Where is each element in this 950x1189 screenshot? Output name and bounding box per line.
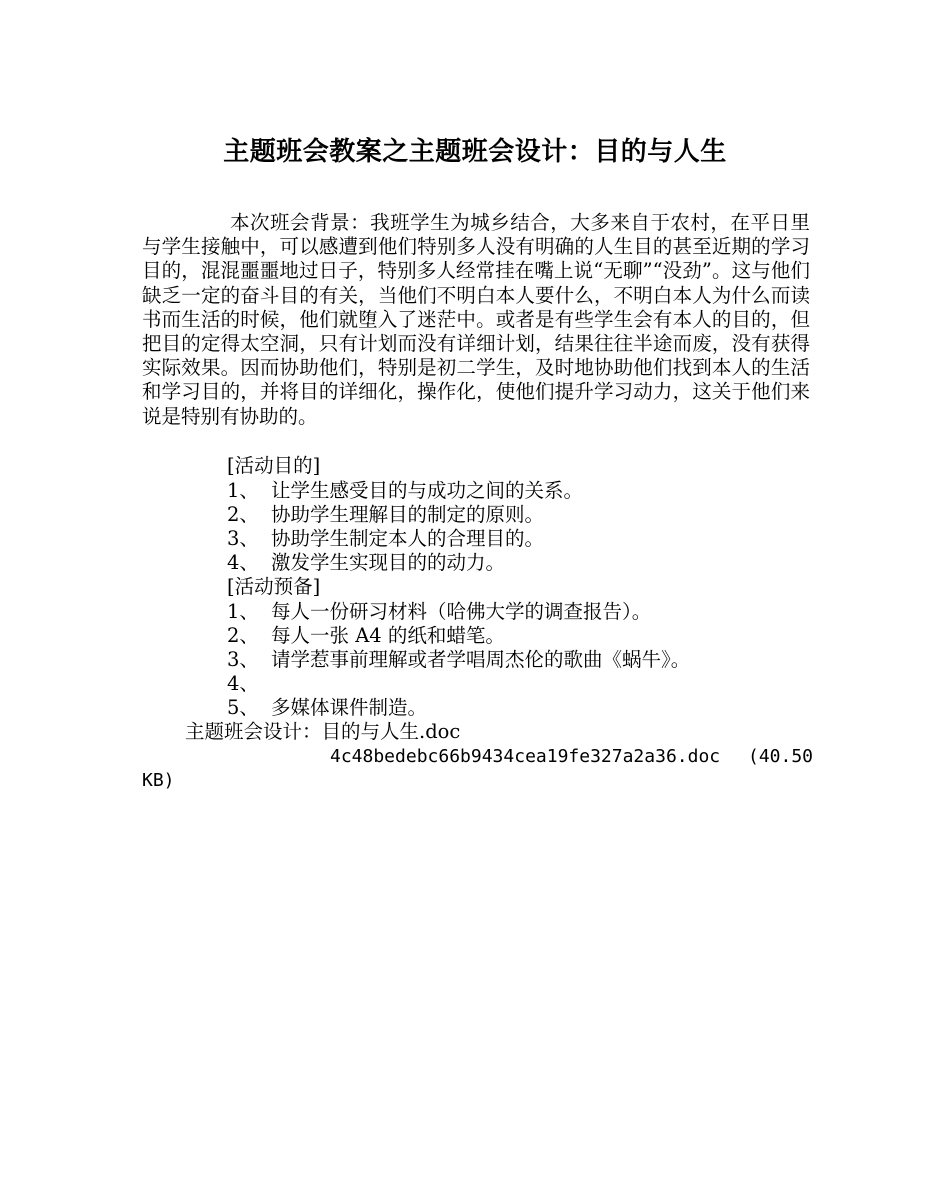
prep-text: 多媒体课件制造。 — [271, 696, 428, 719]
goal-number: 3、 — [227, 527, 259, 550]
prep-number: 4、 — [227, 672, 259, 695]
prep-text: 每人一份研习材料（哈佛大学的调查报告）。 — [271, 600, 652, 623]
attachment-name-link[interactable]: 主题班会设计：目的与人生.doc — [185, 720, 461, 743]
goal-text: 协助学生制定本人的合理目的。 — [271, 527, 545, 550]
background-paragraph: 本次班会背景：我班学生为城乡结合，大多来自于农村，在平日里与学生接触中，可以感遭到他们特别多人没有明确的人生目的甚至近期的学习目的，混混噩噩地过日子，特别多人经常挂在嘴上说“无聊”“没劲”。这与他们缺乏一定的奋斗目的有关，当他们不明白本人要什么，不明白本人为什么而读书而生活的时候，他们就堕入了迷茫中。或者是有些学生会有本人的目的，但把目的定得太空洞，只有计划而没有详细计划，结果往往半途而废，没有获得实际效果。因而协助他们，特别是初二学生，及时地协助他们找到本人的生活和学习目的，并将目的详细化，操作化，使他们提升学习动力，这关于他们来说是特别有协助的。 — [142, 211, 810, 428]
goal-text: 激发学生实现目的的动力。 — [271, 551, 506, 574]
goal-number: 2、 — [227, 503, 259, 526]
prep-text: 每人一张 A4 的纸和蜡笔。 — [271, 624, 505, 647]
document-title: 主题班会教案之主题班会设计：目的与人生 — [223, 137, 727, 167]
goal-text: 协助学生理解目的制定的原则。 — [271, 503, 545, 526]
prep-heading: [活动预备] — [227, 575, 321, 598]
prep-text: 请学惹事前理解或者学唱周杰伦的歌曲《蜗牛》。 — [271, 648, 691, 671]
goal-number: 1、 — [227, 479, 259, 502]
prep-number: 1、 — [227, 600, 259, 623]
goals-heading: [活动目的] — [227, 454, 321, 477]
attachment-size-unit: KB) — [142, 770, 175, 791]
goal-number: 4、 — [227, 551, 259, 574]
goal-text: 让学生感受目的与成功之间的关系。 — [271, 479, 584, 502]
attachment-file-link[interactable]: 4c48bedebc66b9434cea19fe327a2a36.doc — [330, 746, 721, 767]
prep-number: 2、 — [227, 624, 259, 647]
prep-number: 3、 — [227, 648, 259, 671]
prep-number: 5、 — [227, 696, 259, 719]
attachment-size: (40.50 — [748, 746, 814, 767]
